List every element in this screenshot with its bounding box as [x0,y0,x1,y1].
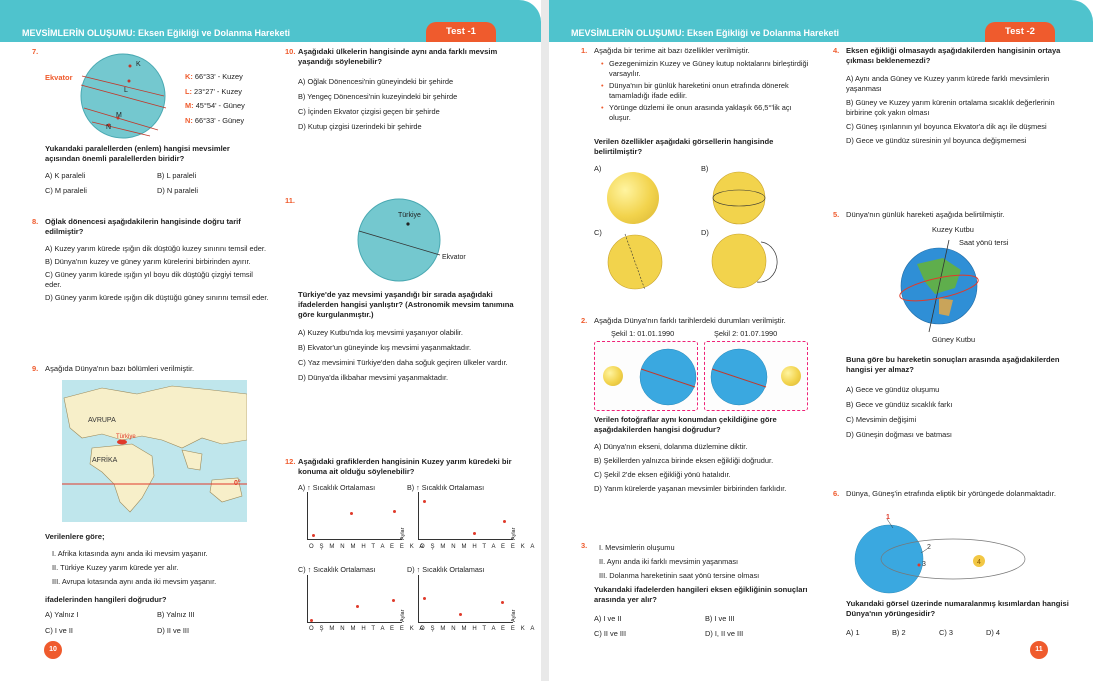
q1-option-b-sphere[interactable] [711,170,767,226]
left-page [0,0,541,681]
q7-mark-n: N [106,124,112,131]
q4-number: 4. [833,46,840,55]
q12-number: 12. [285,457,296,466]
q9-option-c[interactable]: C) I ve II [45,626,73,635]
q1-bullet-3: • Yörünge düzlemi ile onun arasında yaklaşık 66,5°'lik açı oluşur. [601,103,811,123]
left-page-number: 10 [44,641,62,659]
q5-option-c[interactable]: C) Mevsimin değişimi [846,415,917,424]
q3-statement-2: II. Aynı anda iki farklı mevsimin yaşanması [599,557,739,566]
q12-chart-b-title[interactable]: B) ↑ Sıcaklık Ortalaması [407,483,485,492]
q11-globe [356,197,442,283]
q9-world-map [62,380,247,522]
q3-question: Yukarıdaki ifadelerden hangileri eksen eğikliğinin sonuçları arasında yer alır? [594,585,808,605]
q9-option-d[interactable]: D) II ve III [157,626,190,635]
q3-statement-1: I. Mevsimlerin oluşumu [599,543,675,552]
q5-south-pole-label: Güney Kutbu [932,335,976,344]
q9-statement-2: II. Türkiye Kuzey yarım kürede yer alır. [52,563,179,572]
q12-chart-a-point-3 [312,534,315,537]
q7-option-d[interactable]: D) N paraleli [157,186,199,195]
q3-option-c[interactable]: C) II ve III [594,629,627,638]
q5-north-pole-label: Kuzey Kutbu [932,225,974,234]
q10-option-c[interactable]: C) İçinden Ekvator çizgisi geçen bir şehirde [298,107,440,116]
q12-chart-a-aylar: Aylar [400,527,406,540]
q2-options [594,442,816,494]
q12-text: Aşağıdaki grafiklerden hangisinin Kuzey yarım küredeki bir konuma ait olduğu söylenebilir? [298,457,512,477]
q6-option-b[interactable]: B) 2 [892,628,906,637]
q12-chart-d-point-1 [459,613,462,616]
q11-option-d[interactable]: D) Dünya'da ilkbahar mevsimi yaşanmaktadır. [298,372,449,382]
q2-text: Aşağıda Dünya'nın farklı tarihlerdeki durumları verilmiştir. [594,316,786,325]
q1-number: 1. [581,46,588,55]
q9-statements [52,547,216,589]
q2-figure-2-sun [781,366,801,386]
q12-chart-b-months: O Ş M N M H T A E E K A [420,544,537,550]
q12-chart-a-axes [307,492,402,540]
q2-figure-2-caption: Şekil 2: 01.07.1990 [714,329,778,338]
q5-earth-rotation [895,234,979,338]
q11-option-c[interactable]: C) Yaz mevsimini Türkiye'den daha soğuk geçiren ülkeler vardır. [298,357,508,367]
q12-chart-d-point-2 [501,601,504,604]
right-header [549,0,1093,42]
q4-option-a[interactable]: A) Aynı anda Güney ve Kuzey yarım kürede farklı mevsimlerin yaşanması [846,74,1050,93]
q8-option-a[interactable]: A) Kuzey yarım kürede ışığın dik düştüğü kuzey sınırını temsil eder. [45,244,266,253]
q2-option-d[interactable]: D) Yarım kürelerde yaşanan mevsimler birbirinden farklıdır. [594,483,787,493]
q2-figure-1-earth [639,347,697,407]
q5-question: Buna göre bu hareketin sonuçları arasında aşağıdakilerden hangisi yer almaz? [846,355,1060,375]
q4-text: Eksen eğikliği olmasaydı aşağıdakilerden hangisinin ortaya çıkması beklenemezdi? [846,46,1061,66]
q8-option-c[interactable]: C) Güney yarım kürede ışığın yıl boyu dik düştüğü çizgiyi temsil eder. [45,269,253,289]
q6-text: Dünya, Güneş'in etrafında eliptik bir yörüngede dolanmaktadır. [846,489,1056,498]
q1-option-d-label[interactable]: D) [701,228,709,237]
q12-chart-b-point-3 [423,500,426,503]
q5-option-d[interactable]: D) Güneşin doğması ve batması [846,430,952,439]
q7-text: Yukarıdaki paralellerden (enlem) hangisi mevsimler açısından önemli paralellerden biridir? [45,144,230,164]
q9-intro: Verilenlere göre; [45,532,105,541]
q12-chart-a-point-2 [393,510,396,513]
q10-option-a[interactable]: A) Oğlak Dönencesi'nin güneyindeki bir şehirde [298,77,454,86]
q7-number: 7. [32,47,39,56]
q9-number: 9. [32,364,39,373]
q2-option-b[interactable]: B) Şekillerden yalnızca birinde eksen eğikliği doğrudur. [594,455,774,465]
q2-figure-1-caption: Şekil 1: 01.01.1990 [611,329,675,338]
q10-option-b[interactable]: B) Yengeç Dönencesi'nin kuzeyindeki bir şehirde [298,92,458,101]
q9-statement-3: III. Avrupa kıtasında aynı anda iki mevsim yaşanır. [52,577,217,586]
right-header-title: MEVSİMLERİN OLUŞUMU: Eksen Eğikliği ve Dolanma Hareketi [571,28,840,38]
q4-option-c[interactable]: C) Güneş ışınlarının yıl boyunca Ekvator'a dik açı ile düşmesi [846,121,1047,131]
q2-option-a[interactable]: A) Dünya'nın ekseni, dolanma düzlemine diktir. [594,442,748,451]
q2-figure-1-sun [603,366,623,386]
q9-text: Aşağıda Dünya'nın bazı bölümleri verilmiştir. [45,364,195,373]
q2-figure-1 [594,341,698,411]
q6-orbit-diagram [853,515,1029,597]
q12-chart-b-aylar: Aylar [511,527,517,540]
q9-zero-label: 0° [234,480,241,487]
left-header-title: MEVSİMLERİN OLUŞUMU: Eksen Eğikliği ve Dolanma Hareketi [22,28,291,38]
q3-number: 3. [581,541,588,550]
q6-label-3: 3 [922,561,926,568]
q1-bullets [601,59,811,123]
q12-chart-b-point-2 [503,520,506,523]
q9-avrupa-label: AVRUPA [88,417,116,424]
q12-chart-c-aylar: Aylar [400,609,406,622]
q1-bullet-1: • Gezegenimizin Kuzey ve Güney kutup noktalarını birleştirdiği varsayılır. [601,59,811,79]
q2-number: 2. [581,316,588,325]
q6-number: 6. [833,489,840,498]
q8-option-b[interactable]: B) Dünya'nın kuzey ve güney yarım kürelerini birbirinden ayırır. [45,256,251,266]
q10-options [298,74,457,134]
q11-turkiye-label: Türkiye [398,212,421,219]
q4-option-b[interactable]: B) Güney ve Kuzey yarım kürenin ortalama sıcaklık değerlerinin birbirine çok yakın olması [846,97,1055,117]
q3-option-b[interactable]: B) I ve III [705,614,735,623]
q12-chart-c-point-1 [356,605,359,608]
q1-option-a-label[interactable]: A) [594,164,602,173]
q7-mark-l: L [124,87,128,94]
q5-number: 5. [833,210,840,219]
q9-turkiye-label: Türkiye [116,434,136,440]
q1-option-d-sphere[interactable] [711,230,783,292]
q9-option-b[interactable]: B) Yalnız III [157,610,195,619]
q8-option-d[interactable]: D) Güney yarım kürede ışığın dik düştüğü güney sınırını temsil eder. [45,292,269,302]
q12-chart-d-title[interactable]: D) ↑ Sıcaklık Ortalaması [407,565,485,574]
right-page [549,0,1093,681]
q11-options [298,328,520,383]
right-page-number: 11 [1030,641,1048,659]
q7-mark-k: K [136,61,141,68]
q2-figure-2-earth [710,347,768,407]
q10-number: 10. [285,47,296,56]
q1-option-c-sphere[interactable] [605,232,665,292]
q9-option-a[interactable]: A) Yalnız I [45,610,79,619]
q12-chart-d-point-3 [423,597,426,600]
q5-option-a[interactable]: A) Gece ve gündüz oluşumu [846,385,940,394]
q10-text: Aşağıdaki ülkelerin hangisinde aynı anda farklı mevsim yaşandığı söylenebilir? [298,47,498,67]
q6-option-a[interactable]: A) 1 [846,628,860,637]
q3-statement-3: III. Dolanma hareketinin saat yönü tersine olması [599,571,760,580]
q12-chart-a-title[interactable]: A) ↑ Sıcaklık Ortalaması [298,483,376,492]
q9-question: ifadelerinden hangileri doğrudur? [45,595,167,604]
q5-text: Dünya'nın günlük hareketi aşağıda belirtilmiştir. [846,210,1005,219]
q10-option-d[interactable]: D) Kutup çizgisi üzerindeki bir şehirde [298,122,422,131]
q3-option-a[interactable]: A) I ve II [594,614,622,623]
q1-bullet-2: • Dünya'nın bir günlük hareketini onun etrafında dönerek tamamladığı ifade edilir. [601,81,811,101]
q2-option-c[interactable]: C) Şekil 2'de eksen eğikliği yönü hatalıdır. [594,469,731,479]
right-test-label: Test -2 [985,22,1055,42]
left-test-label: Test -1 [426,22,496,42]
q12-chart-d-aylar: Aylar [511,609,517,622]
q12-chart-a-point-1 [350,512,353,515]
q1-option-c-label[interactable]: C) [594,228,602,237]
q3-statements [599,541,759,583]
q12-chart-a-months: O Ş M N M H T A E E K A [309,544,426,550]
q7-legend: K: 66°33' - Kuzey L: 23°27' - Kuzey M: 45°54' - Güney N: 66°33' - Güney [185,72,245,125]
q7-ekvator-label: Ekvator [45,73,73,82]
q1-option-a-sphere[interactable] [607,172,659,224]
q6-question: Yukarıdaki görsel üzerinde numaralanmış kısımlardan hangisi Dünya'nın yörüngesidir? [846,599,1069,619]
q11-option-a[interactable]: A) Kuzey Kutbu'nda kış mevsimi yaşanıyor olabilir. [298,328,463,337]
q5-direction-label: Saat yönü tersi [959,238,1009,247]
q12-chart-d-months: O Ş M N M H T A E E K A [420,626,537,632]
q6-label-2: 2 [927,544,931,551]
q6-label-1: 1 [886,514,890,521]
q8-options [45,244,270,303]
q12-chart-c-axes [307,575,402,623]
q12-chart-b-axes [418,492,513,540]
q7-mark-m: M [116,112,122,119]
q8-number: 8. [32,217,39,226]
q5-options [846,382,952,442]
q6-option-c[interactable]: C) 3 [939,628,953,637]
q12-chart-b-point-1 [473,532,476,535]
q12-chart-c-months: O Ş M N M H T A E E K A [309,626,426,632]
q7-option-a[interactable]: A) K paraleli [45,171,86,180]
left-header [0,0,541,42]
q3-option-d[interactable]: D) I, II ve III [705,629,744,638]
q1-question: Verilen özellikler aşağıdaki görsellerin hangisinde belirtilmiştir? [594,137,774,157]
q9-statement-1: I. Afrika kıtasında aynı anda iki mevsim yaşanır. [52,549,208,558]
q1-text: Aşağıda bir terime ait bazı özellikler verilmiştir. [594,46,750,55]
q11-number: 11. [285,196,296,205]
q6-label-4: 4 [977,559,981,566]
q6-option-d[interactable]: D) 4 [986,628,1000,637]
q12-chart-c-title[interactable]: C) ↑ Sıcaklık Ortalaması [298,565,376,574]
q9-map-shapes [62,380,247,522]
q7-globe [78,52,168,140]
q9-afrika-label: AFRİKA [92,457,118,464]
q11-ekvator-label: Ekvator [442,254,466,261]
q2-question: Verilen fotoğraflar aynı konumdan çekildiğine göre aşağıdakilerden hangisi doğrudur? [594,415,777,435]
q4-option-d[interactable]: D) Gece ve gündüz süresinin yıl boyunca değişmemesi [846,135,1027,145]
q11-text: Türkiye'de yaz mevsimi yaşandığı bir sırada aşağıdaki ifadelerden hangisi yanlıştır? (Astronomik mevsim tanımına göre kurgulanmıştır.) [298,290,514,320]
q5-option-b[interactable]: B) Gece ve gündüz sıcaklık farkı [846,400,953,409]
q12-chart-d-axes [418,575,513,623]
q8-text: Oğlak dönencesi aşağıdakilerin hangisinde doğru tarif edilmiştir? [45,217,241,237]
q1-option-b-label[interactable]: B) [701,164,709,173]
q2-figure-2 [704,341,808,411]
q12-chart-c-point-3 [310,619,313,622]
q4-options [846,74,1076,146]
q7-option-c[interactable]: C) M paraleli [45,186,87,195]
q11-option-b[interactable]: B) Ekvator'un güneyinde kış mevsimi yaşanmaktadır. [298,342,472,352]
q12-chart-c-point-2 [392,599,395,602]
q7-option-b[interactable]: B) L paraleli [157,171,197,180]
